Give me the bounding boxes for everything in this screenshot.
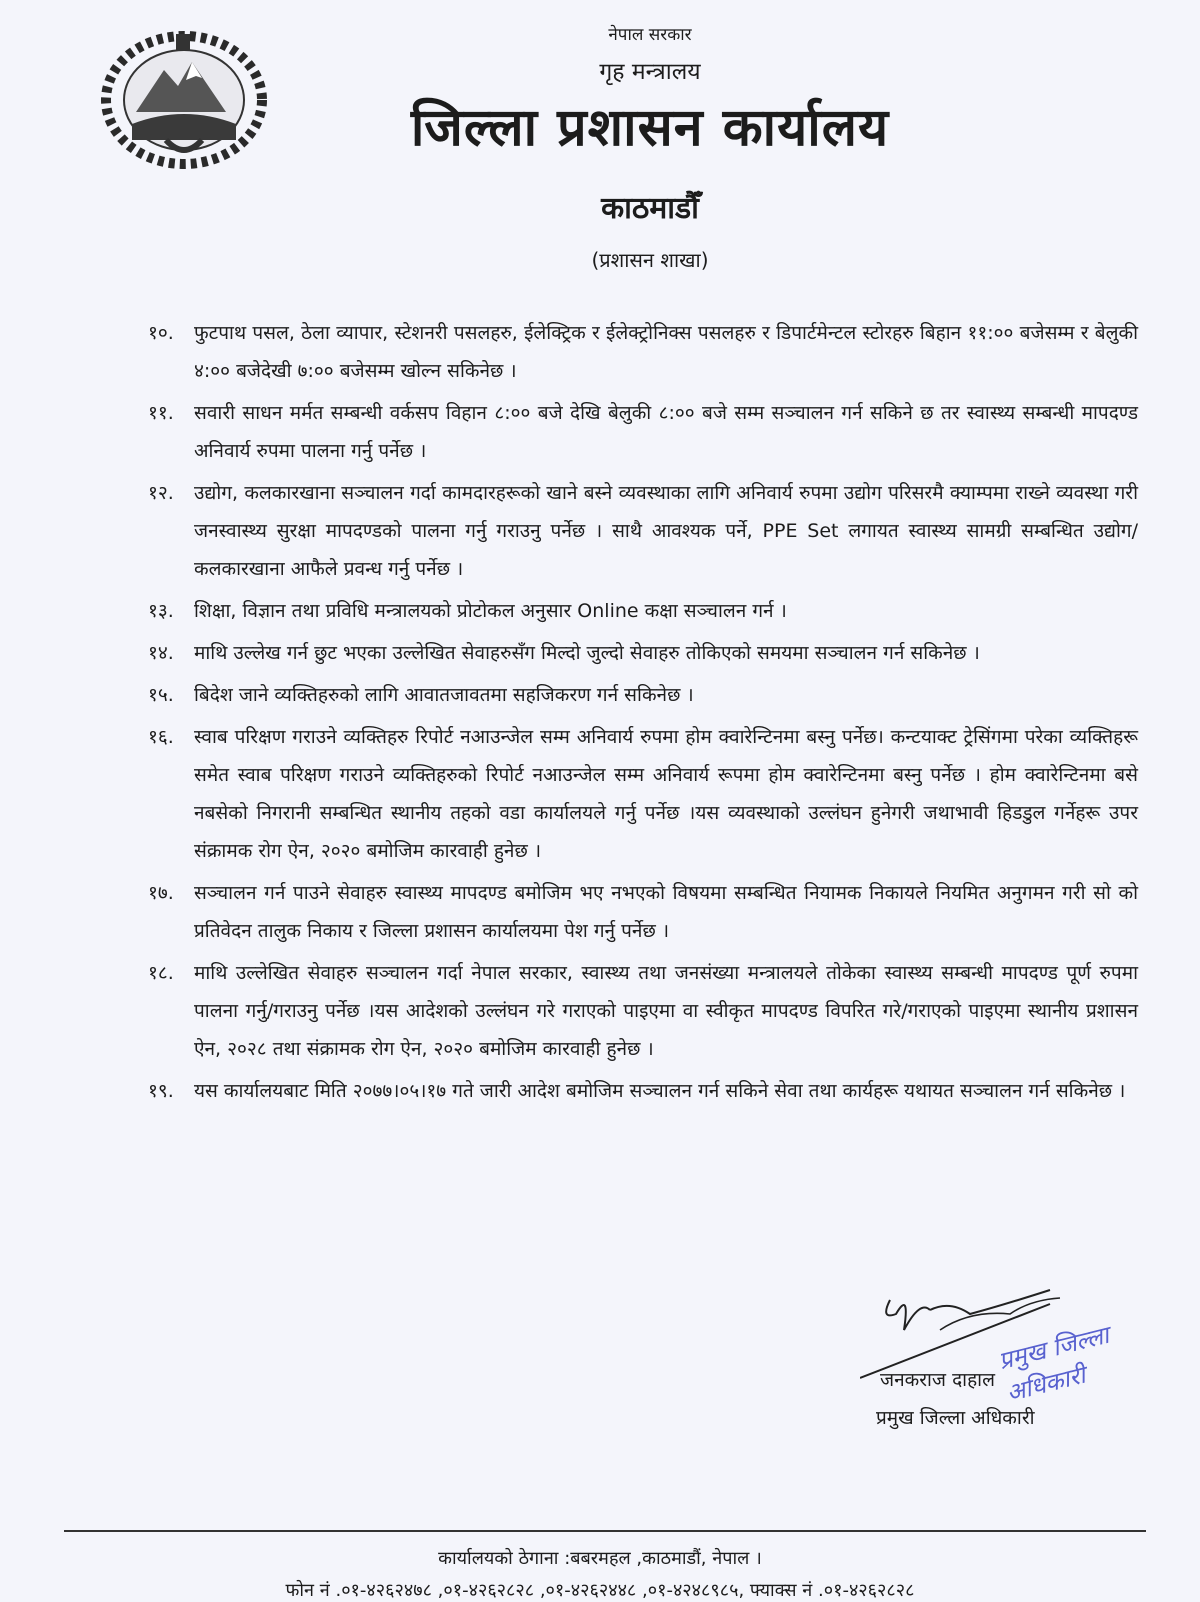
item-text: बिदेश जाने व्यक्तिहरुको लागि आवातजावतमा सहजिकरण गर्न सकिनेछ । xyxy=(194,684,694,706)
list-item xyxy=(148,592,1138,630)
list-item xyxy=(148,874,1138,950)
item-text: माथि उल्लेख गर्न छुट भएका उल्लेखित सेवाहरुसँग मिल्दो जुल्दो सेवाहरु तोकिएको समयमा सञ्चालन गर्न सकिनेछ । xyxy=(194,642,980,664)
official-stamp: प्रमुख जिल्ला अधिकारी xyxy=(995,1320,1112,1408)
footer-divider xyxy=(64,1530,1146,1532)
list-item xyxy=(148,954,1138,1068)
item-text: उद्योग, कलकारखाना सञ्चालन गर्दा कामदारहरूको खाने बस्ने व्यवस्थाका लागि अनिवार्य रुपमा उद्योग परिसरमै क्याम्पमा राख्ने व्यवस्था गरी जनस्वास्थ्य सुरक्षा मापदण्डको पालना गर्नु गराउनु पर्नेछ । साथै आवश्यक पर्ने, PPE Set लगायत स्वास्थ्य सामग्री सम्बन्धित उद्योग/कलकारखाना आफैले प्रवन्ध गर्नु पर्नेछ । xyxy=(194,482,1138,580)
item-text: माथि उल्लेखित सेवाहरु सञ्चालन गर्दा नेपाल सरकार, स्वास्थ्य तथा जनसंख्या मन्त्रालयले तोकेका स्वास्थ्य सम्बन्धी मापदण्ड पूर्ण रुपमा पालना गर्नु/गराउनु पर्नेछ ।यस आदेशको उल्लंघन गरे गराएको पाइएमा वा स्वीकृत मापदण्ड विपरित गरे/गराएको पाइएमा स्थानीय प्रशासन ऐन, २०२८ तथा संक्रामक रोग ऐन, २०२० बमोजिम कारवाही हुनेछ । xyxy=(194,962,1138,1060)
item-number: १८. xyxy=(148,962,174,984)
item-number: १३. xyxy=(148,600,174,622)
item-number: १६. xyxy=(148,726,174,748)
signatory-title: प्रमुख जिल्ला अधिकारी xyxy=(876,1407,1035,1429)
office-phones: फोन नं .०१-४२६२४७८ ,०१-४२६२८२८ ,०१-४२६२४४८ ,०१-४२४८९८५, फ्याक्स नं .०१-४२६२८२८ xyxy=(285,1580,915,1601)
item-number: १०. xyxy=(148,322,174,344)
office-address: कार्यालयको ठेगाना :बबरमहल ,काठमाडौं, नेपाल । xyxy=(438,1548,762,1569)
list-item xyxy=(148,634,1138,672)
list-item xyxy=(148,394,1138,470)
district-title: काठमाडौँ xyxy=(601,191,699,226)
item-text: शिक्षा, विज्ञान तथा प्रविधि मन्त्रालयको प्रोटोकल अनुसार Online कक्षा सञ्चालन गर्न । xyxy=(194,600,787,622)
branch-label: (प्रशासन शाखा) xyxy=(591,248,709,272)
list-item xyxy=(148,1072,1138,1110)
item-number: १७. xyxy=(148,882,174,904)
item-text: यस कार्यालयबाट मिति २०७७।०५।१७ गते जारी आदेश बमोजिम सञ्चालन गर्न सकिने सेवा तथा कार्यहरू यथायत सञ्चालन गर्न सकिनेछ । xyxy=(194,1080,1126,1102)
notice-items xyxy=(148,314,1138,1114)
nepal-government-emblem xyxy=(96,20,272,170)
item-number: १५. xyxy=(148,684,174,706)
office-title: जिल्ला प्रशासन कार्यालय xyxy=(410,98,890,158)
list-item xyxy=(148,314,1138,390)
list-item xyxy=(148,474,1138,588)
item-text: सञ्चालन गर्न पाउने सेवाहरु स्वास्थ्य मापदण्ड बमोजिम भए नभएको विषयमा सम्बन्धित नियामक निकायले नियमित अनुगमन गरी सो को प्रतिवेदन तालुक निकाय र जिल्ला प्रशासन कार्यालयमा पेश गर्नु पर्नेछ । xyxy=(194,882,1138,942)
ministry-label: गृह मन्त्रालय xyxy=(599,59,701,85)
item-number: १९. xyxy=(148,1080,174,1102)
signatory-name: जनकराज दाहाल xyxy=(880,1369,995,1391)
item-text: फुटपाथ पसल, ठेला व्यापार, स्टेशनरी पसलहरु, ईलेक्ट्रिक र ईलेक्ट्रोनिक्स पसलहरु र डिपार्टमेन्टल स्टोरहरु बिहान ११:०० बजेसम्म र बेलुकी ४:०० बजेदेखी ७:०० बजेसम्म खोल्न सकिनेछ । xyxy=(194,322,1138,382)
item-number: १४. xyxy=(148,642,174,664)
list-item xyxy=(148,676,1138,714)
government-label: नेपाल सरकार xyxy=(608,25,692,45)
item-text: स्वाब परिक्षण गराउने व्यक्तिहरु रिपोर्ट नआउन्जेल सम्म अनिवार्य रुपमा होम क्वारेन्टिनमा बस्नु पर्नेछ। कन्टयाक्ट ट्रेसिंगमा परेका व्यक्तिहरू समेत स्वाब परिक्षण गराउने व्यक्तिहरुको रिपोर्ट नआउन्जेल सम्म अनिवार्य रूपमा होम क्वारेन्टिनमा बस्नु पर्नेछ । होम क्वारेन्टिनमा बसे नबसेको निगरानी सम्बन्धित स्थानीय तहको वडा कार्यालयले गर्नु पर्नेछ ।यस व्यवस्थाको उल्लंघन हुनेगरी जथाभावी हिडडुल गर्नेहरू उपर संक्रामक रोग ऐन, २०२० बमोजिम कारवाही हुनेछ । xyxy=(194,726,1138,862)
item-number: १२. xyxy=(148,482,174,504)
list-item xyxy=(148,718,1138,870)
item-number: ११. xyxy=(148,402,174,424)
item-text: सवारी साधन मर्मत सम्बन्धी वर्कसप विहान ८:०० बजे देखि बेलुकी ८:०० बजे सम्म सञ्चालन गर्न सकिने छ तर स्वास्थ्य सम्बन्धी मापदण्ड अनिवार्य रुपमा पालना गर्नु पर्नेछ । xyxy=(194,402,1138,462)
